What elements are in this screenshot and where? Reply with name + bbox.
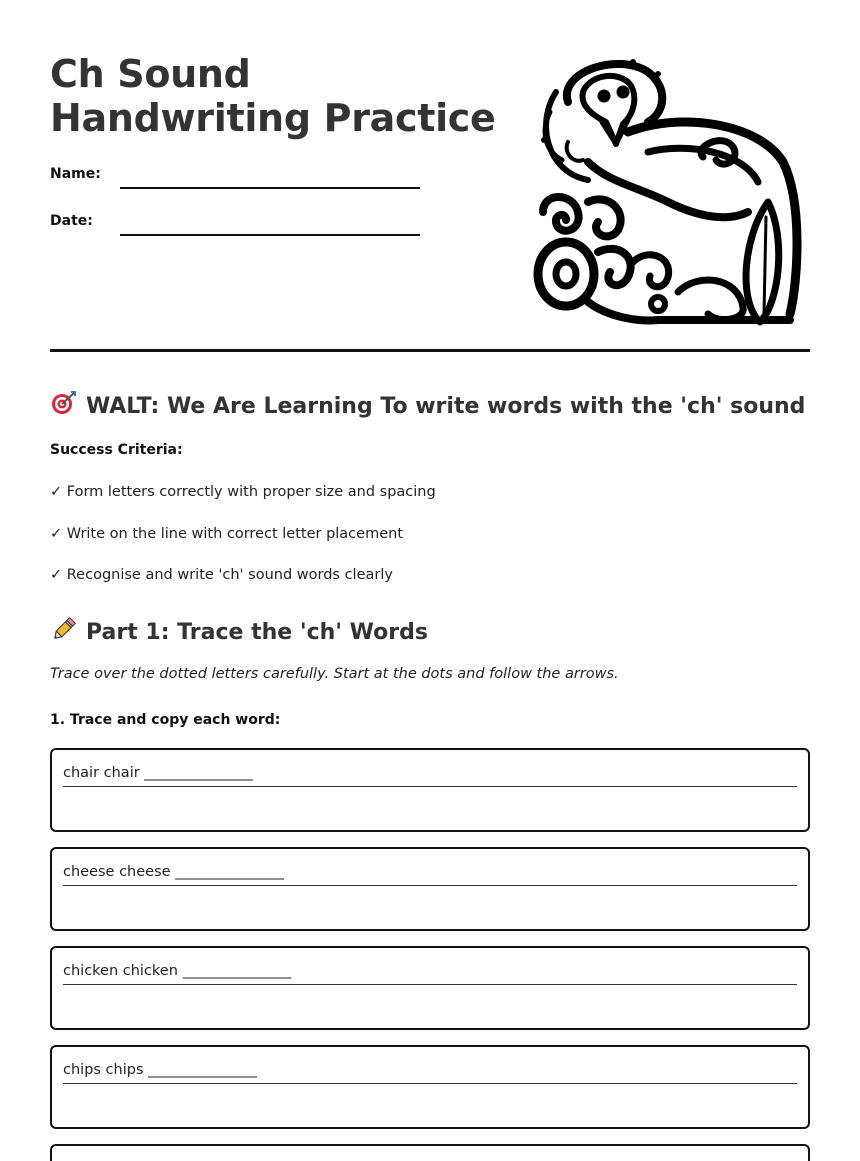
criteria-item: ✓ Recognise and write 'ch' sound words clearly	[50, 567, 393, 583]
page-title: Ch Sound Handwriting Practice	[50, 52, 496, 140]
name-line[interactable]	[120, 187, 420, 189]
criteria-item: ✓ Form letters correctly with proper size and spacing	[50, 484, 436, 500]
trace-row[interactable]	[50, 1045, 810, 1129]
target-icon	[50, 390, 78, 422]
walt-heading-text: WALT: We Are Learning To write words with the 'ch' sound	[86, 393, 806, 419]
header-divider	[50, 349, 810, 352]
walt-heading	[50, 390, 805, 422]
name-field	[50, 166, 430, 190]
writing-line[interactable]	[63, 984, 797, 985]
trace-row-partial[interactable]	[50, 1144, 810, 1161]
trace-words: chicken chicken _______________	[63, 963, 292, 979]
question-label: 1. Trace and copy each word:	[50, 712, 281, 728]
criteria-item: ✓ Write on the line with correct letter placement	[50, 526, 403, 542]
pencil-icon	[50, 615, 78, 649]
koru-bird-illustration	[528, 52, 808, 328]
name-label: Name:	[50, 166, 101, 182]
trace-words: cheese cheese _______________	[63, 864, 284, 880]
trace-row[interactable]	[50, 748, 810, 832]
success-criteria-label: Success Criteria:	[50, 442, 183, 458]
date-line[interactable]	[120, 234, 420, 236]
part1-heading	[50, 615, 428, 649]
date-label: Date:	[50, 213, 93, 229]
instructions: Trace over the dotted letters carefully. Start at the dots and follow the arrows.	[50, 666, 619, 682]
part1-heading-text: Part 1: Trace the 'ch' Words	[86, 619, 428, 645]
trace-row[interactable]	[50, 847, 810, 931]
trace-words: chair chair _______________	[63, 765, 254, 781]
writing-line[interactable]	[63, 786, 797, 787]
writing-line[interactable]	[63, 1083, 797, 1084]
writing-line[interactable]	[63, 885, 797, 886]
trace-words: chips chips _______________	[63, 1062, 257, 1078]
trace-row[interactable]	[50, 946, 810, 1030]
date-field	[50, 213, 430, 237]
